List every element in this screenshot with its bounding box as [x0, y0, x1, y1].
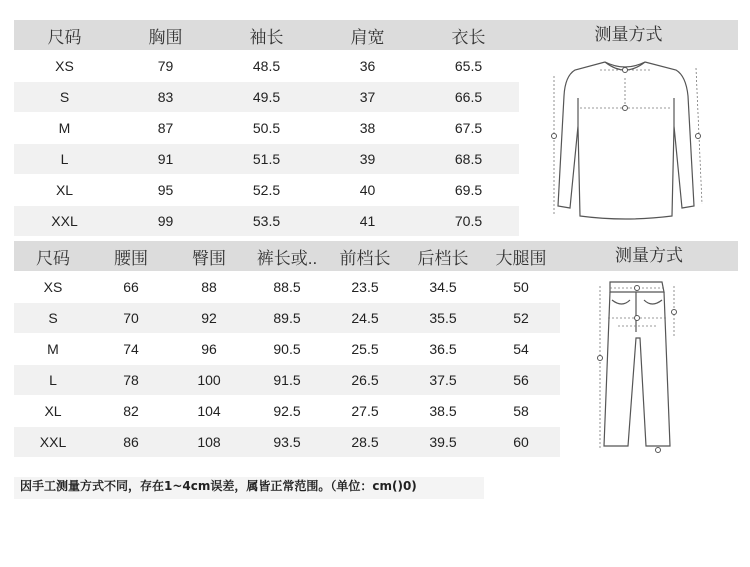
table-cell: 25.5	[351, 341, 379, 357]
top-table-header	[14, 20, 519, 50]
table-cell: 36.5	[429, 341, 457, 357]
table-cell: S	[59, 89, 70, 105]
table-row	[14, 206, 519, 236]
table-cell: 66	[123, 279, 139, 295]
table-cell: 66.5	[454, 89, 483, 105]
header-cell-sleeve: 袖长	[249, 27, 284, 47]
table-cell: 82	[123, 403, 139, 419]
table-cell: 86	[123, 434, 139, 450]
table-cell: 92	[201, 310, 217, 326]
table-cell: 108	[197, 434, 221, 450]
table-row	[14, 144, 519, 174]
table-cell: 38.5	[429, 403, 457, 419]
table-cell: 34.5	[429, 279, 457, 295]
table-cell: 26.5	[351, 372, 379, 388]
table-row	[14, 303, 560, 333]
header-cell-thigh: 大腿围	[495, 248, 547, 268]
table-cell: 70.5	[454, 213, 483, 229]
table-cell: 69.5	[454, 182, 483, 198]
table-cell: 54	[513, 341, 529, 357]
table-cell: 50.5	[252, 120, 281, 136]
table-cell: 78	[123, 372, 139, 388]
table-cell: 96	[201, 341, 217, 357]
table-cell: 87	[157, 120, 174, 136]
table-cell: 28.5	[351, 434, 379, 450]
table-cell: 67.5	[454, 120, 483, 136]
table-cell: 53.5	[252, 213, 281, 229]
table-row	[14, 396, 560, 426]
table-cell: 38	[359, 120, 376, 136]
table-cell: 37	[359, 89, 376, 105]
table-cell: 100	[197, 372, 221, 388]
header-cell-length: 衣长	[451, 27, 486, 47]
table-cell: 90.5	[273, 341, 301, 357]
table-cell: 56	[513, 372, 529, 388]
table-cell: XS	[43, 279, 63, 295]
table-cell: 48.5	[252, 58, 281, 74]
table-cell: 39	[359, 151, 376, 167]
table-cell: 70	[123, 310, 139, 326]
table-cell: 93.5	[273, 434, 301, 450]
table-cell: 68.5	[454, 151, 483, 167]
table-row	[14, 427, 560, 457]
table-cell: 49.5	[252, 89, 281, 105]
bottom-table-header	[14, 241, 560, 271]
table-cell: L	[60, 151, 69, 167]
table-cell: S	[48, 310, 58, 326]
header-cell-pant-length: 裤长或..	[256, 248, 318, 268]
table-cell: 36	[359, 58, 376, 74]
table-cell: 92.5	[273, 403, 301, 419]
table-cell: 83	[157, 89, 174, 105]
header-cell-chest: 胸围	[148, 27, 183, 47]
pants-diagram-icon	[590, 278, 685, 458]
table-row	[14, 82, 519, 112]
table-cell: M	[47, 341, 59, 357]
table-cell: XL	[44, 403, 62, 419]
table-cell: 39.5	[429, 434, 457, 450]
table-cell: 104	[197, 403, 221, 419]
table-cell: 95	[157, 182, 174, 198]
bottom-measure-title: 测量方式	[560, 241, 738, 271]
table-cell: 88.5	[273, 279, 301, 295]
table-row	[14, 365, 560, 395]
header-cell-waist: 腰围	[114, 248, 148, 268]
table-cell: 37.5	[429, 372, 457, 388]
table-row	[14, 175, 519, 205]
table-cell: 89.5	[273, 310, 301, 326]
table-cell: 51.5	[252, 151, 281, 167]
table-cell: 60	[513, 434, 529, 450]
table-cell: 99	[157, 213, 174, 229]
long-sleeve-shirt-diagram-icon	[540, 56, 710, 226]
table-cell: 23.5	[351, 279, 379, 295]
header-cell-size: 尺码	[36, 248, 70, 268]
table-cell: 58	[513, 403, 529, 419]
table-cell: 88	[201, 279, 217, 295]
table-row	[14, 113, 519, 143]
header-cell-hip: 臀围	[192, 248, 226, 268]
measurement-note: 因手工测量方式不同，存在1~4cm误差，属皆正常范围。（单位：cm()0)	[14, 477, 484, 499]
table-cell: 27.5	[351, 403, 379, 419]
table-cell: 41	[359, 213, 376, 229]
table-cell: 91.5	[273, 372, 301, 388]
table-cell: XXL	[39, 434, 67, 450]
table-cell: 91	[157, 151, 174, 167]
table-row	[14, 334, 560, 364]
table-cell: M	[58, 120, 71, 136]
table-cell: XL	[55, 182, 74, 198]
table-cell: 35.5	[429, 310, 457, 326]
table-cell: 79	[157, 58, 174, 74]
header-cell-shoulder: 肩宽	[350, 27, 385, 47]
table-cell: 52.5	[252, 182, 281, 198]
table-cell: XXL	[51, 213, 78, 229]
table-cell: 24.5	[351, 310, 379, 326]
header-cell-back-rise: 后档长	[417, 248, 469, 268]
header-cell-size: 尺码	[47, 27, 82, 47]
table-row	[14, 272, 560, 302]
table-cell: 74	[123, 341, 139, 357]
table-cell: 65.5	[454, 58, 483, 74]
header-cell-front-rise: 前档长	[339, 248, 391, 268]
table-cell: L	[49, 372, 57, 388]
table-cell: XS	[55, 58, 74, 74]
table-cell: 52	[513, 310, 529, 326]
table-cell: 40	[359, 182, 376, 198]
top-measure-title: 测量方式	[519, 20, 738, 50]
table-row	[14, 51, 519, 81]
table-cell: 50	[513, 279, 529, 295]
